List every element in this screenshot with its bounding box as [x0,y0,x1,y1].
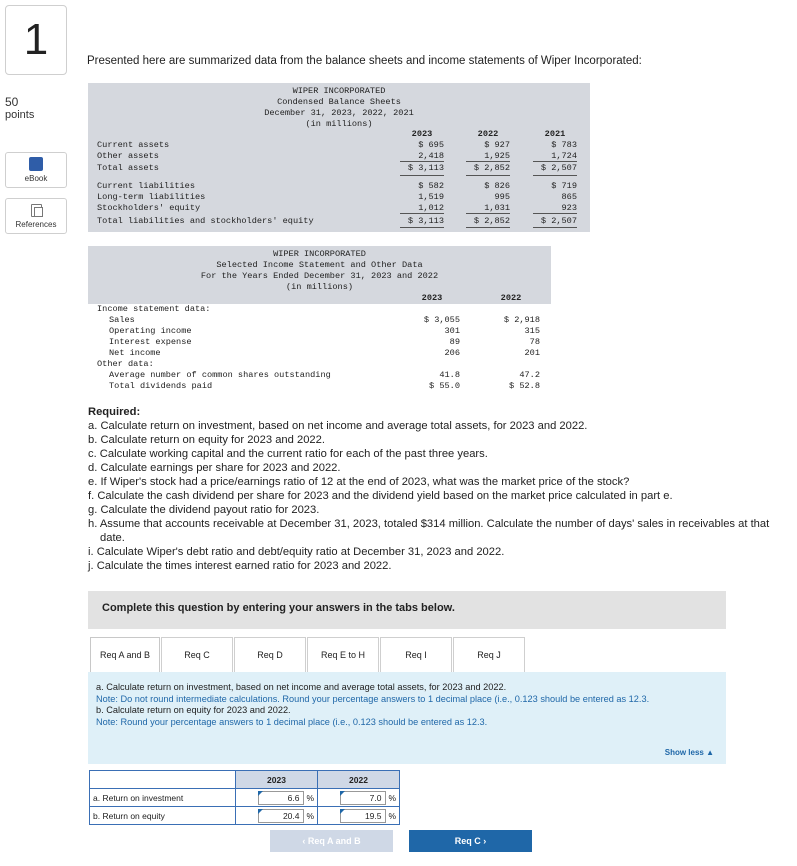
required-item: b. Calculate return on equity for 2023 and 2022. [88,434,325,446]
bs-row-label: Total liabilities and stockholders' equity [97,216,314,226]
points-label: points [5,109,35,121]
required-item: c. Calculate working capital and the current ratio for each of the past three years. [88,448,488,460]
answer-header-blank [90,771,236,789]
is-row-label: Total dividends paid [109,381,213,391]
bs-cell: 2,418 [418,151,444,161]
is-year: 2023 [421,293,443,303]
is-cell: 206 [444,348,460,358]
bs-cell: $ 2,852 [473,163,510,173]
copy-icon [31,204,42,217]
is-section: Other data: [97,359,154,369]
is-title-4: (in millions) [285,282,354,292]
bs-cell: $ 826 [484,181,510,191]
tab-bar [90,637,526,672]
is-title-1: WIPER INCORPORATED [273,249,366,259]
is-year: 2022 [500,293,522,303]
question-panel [88,672,726,764]
bs-cell: $ 2,507 [540,216,577,226]
bs-cell: 995 [494,192,510,202]
answer-row-label: b. Return on equity [90,807,236,825]
bs-cell: $ 695 [418,140,444,150]
panel-note-b: Note: Round your percentage answers to 1 decimal place (i.e., 0.123 should be entered as 12.3. [96,716,488,727]
bs-year: 2021 [544,129,566,139]
is-row-label: Net income [109,348,161,358]
ebook-button[interactable] [5,152,67,188]
bs-cell: 865 [561,192,577,202]
is-cell: $ 2,918 [503,315,540,325]
is-cell: 201 [524,348,540,358]
is-cell: 89 [449,337,460,347]
required-item: j. Calculate the times interest earned ratio for 2023 and 2022. [88,560,392,572]
is-row-label: Average number of common shares outstanding [109,370,331,380]
bs-year: 2023 [411,129,433,139]
instruction-bar [88,591,726,629]
roi-2022-input[interactable]: 7.0 [340,791,386,805]
intro-text: Presented here are summarized data from the balance sheets and income statements of Wiper Incorporated: [87,55,642,67]
instruction-text: Complete this question by entering your answers in the tabs below. [102,602,455,614]
bs-cell: $ 927 [484,140,510,150]
bs-cell: 1,925 [484,151,510,161]
panel-note-a: Note: Do not round intermediate calculations. Round your percentage answers to 1 decimal place (i.e., 0.123 should be entered as 12.3. [96,693,650,704]
bs-row-label: Other assets [97,151,159,161]
bs-row-label: Long-term liabilities [97,192,206,202]
tab-req-e-h[interactable]: Req E to H [307,637,379,672]
bs-cell: 1,031 [484,203,510,213]
percent-sign: % [304,789,318,807]
bs-year: 2022 [477,129,499,139]
tab-req-a-b[interactable]: Req A and B [90,637,160,672]
tab-req-d[interactable]: Req D [234,637,306,672]
required-item: i. Calculate Wiper's debt ratio and debt/equity ratio at December 31, 2023 and 2022. [88,546,505,558]
required-item: g. Calculate the dividend payout ratio for 2023. [88,504,320,516]
show-less-link[interactable]: Show less ▲ [664,748,714,757]
bs-title-2: Condensed Balance Sheets [277,97,401,107]
is-cell: 41.8 [439,370,460,380]
answer-year-header: 2022 [318,771,400,789]
is-cell: $ 3,055 [423,315,460,325]
bs-cell: 1,519 [418,192,444,202]
points-value: 50 [5,95,19,109]
prev-button[interactable]: ‹ Req A and B [270,830,393,852]
roi-2023-input[interactable]: 6.6 [258,791,304,805]
references-label: References [15,219,57,229]
bs-cell: 923 [561,203,577,213]
roe-2022-input[interactable]: 19.5 [340,809,386,823]
panel-line-a: a. Calculate return on investment, based on net income and average total assets, for 2023 and 2022. [96,682,507,692]
required-item: h. Assume that accounts receivable at December 31, 2023, totaled $314 million. Calculate the number of days' sales in receivables at that date. [88,518,770,544]
bs-cell: $ 582 [418,181,444,191]
is-cell: 47.2 [519,370,540,380]
is-section: Income statement data: [97,304,211,314]
panel-line-b: b. Calculate return on equity for 2023 and 2022. [96,705,291,715]
ebook-label: eBook [24,174,48,183]
bs-cell: $ 3,113 [407,163,444,173]
bs-row-label: Current liabilities [97,181,195,191]
tab-req-j[interactable]: Req J [453,637,525,672]
next-button[interactable]: Req C › [409,830,532,852]
answer-table [89,770,400,825]
bs-row-label: Total assets [97,163,159,173]
is-title-2: Selected Income Statement and Other Data [216,260,423,270]
is-cell: 315 [524,326,540,336]
references-button[interactable] [5,198,67,234]
is-row-label: Interest expense [109,337,192,347]
bs-cell: $ 2,507 [540,163,577,173]
is-cell: 78 [529,337,540,347]
is-cell: $ 55.0 [429,381,460,391]
is-title-3: For the Years Ended December 31, 2023 and 2022 [200,271,439,281]
bs-cell: $ 2,852 [473,216,510,226]
bs-cell: 1,012 [418,203,444,213]
tab-req-i[interactable]: Req I [380,637,452,672]
required-heading: Required: [88,406,141,418]
roe-2023-input[interactable]: 20.4 [258,809,304,823]
bs-row-label: Stockholders' equity [97,203,201,213]
required-item: a. Calculate return on investment, based on net income and average total assets, for 2023 and 2022. [88,420,588,432]
bs-cell: 1,724 [551,151,577,161]
bs-cell: $ 783 [551,140,577,150]
tab-req-c[interactable]: Req C [161,637,233,672]
percent-sign: % [386,789,400,807]
book-icon [29,157,43,171]
bs-title-3: December 31, 2023, 2022, 2021 [264,108,414,118]
points [5,96,34,122]
question-number: 1 [5,5,67,75]
percent-sign: % [304,807,318,825]
required-item: e. If Wiper's stock had a price/earnings ratio of 12 at the end of 2023, what was the market price of the stock? [88,476,630,488]
is-row-label: Sales [109,315,135,325]
required-item: d. Calculate earnings per share for 2023 and 2022. [88,462,341,474]
is-cell: 301 [444,326,460,336]
percent-sign: % [386,807,400,825]
bs-cell: $ 719 [551,181,577,191]
is-row-label: Operating income [109,326,192,336]
required-item: f. Calculate the cash dividend per share for 2023 and the dividend yield based on the market price calculated in part e. [88,490,673,502]
bs-row-label: Current assets [97,140,170,150]
bs-title-1: WIPER INCORPORATED [292,86,386,96]
bs-cell: $ 3,113 [407,216,444,226]
bs-title-4: (in millions) [305,119,373,129]
is-cell: $ 52.8 [509,381,540,391]
answer-year-header: 2023 [236,771,318,789]
required-section [88,405,788,573]
answer-row-label: a. Return on investment [90,789,236,807]
